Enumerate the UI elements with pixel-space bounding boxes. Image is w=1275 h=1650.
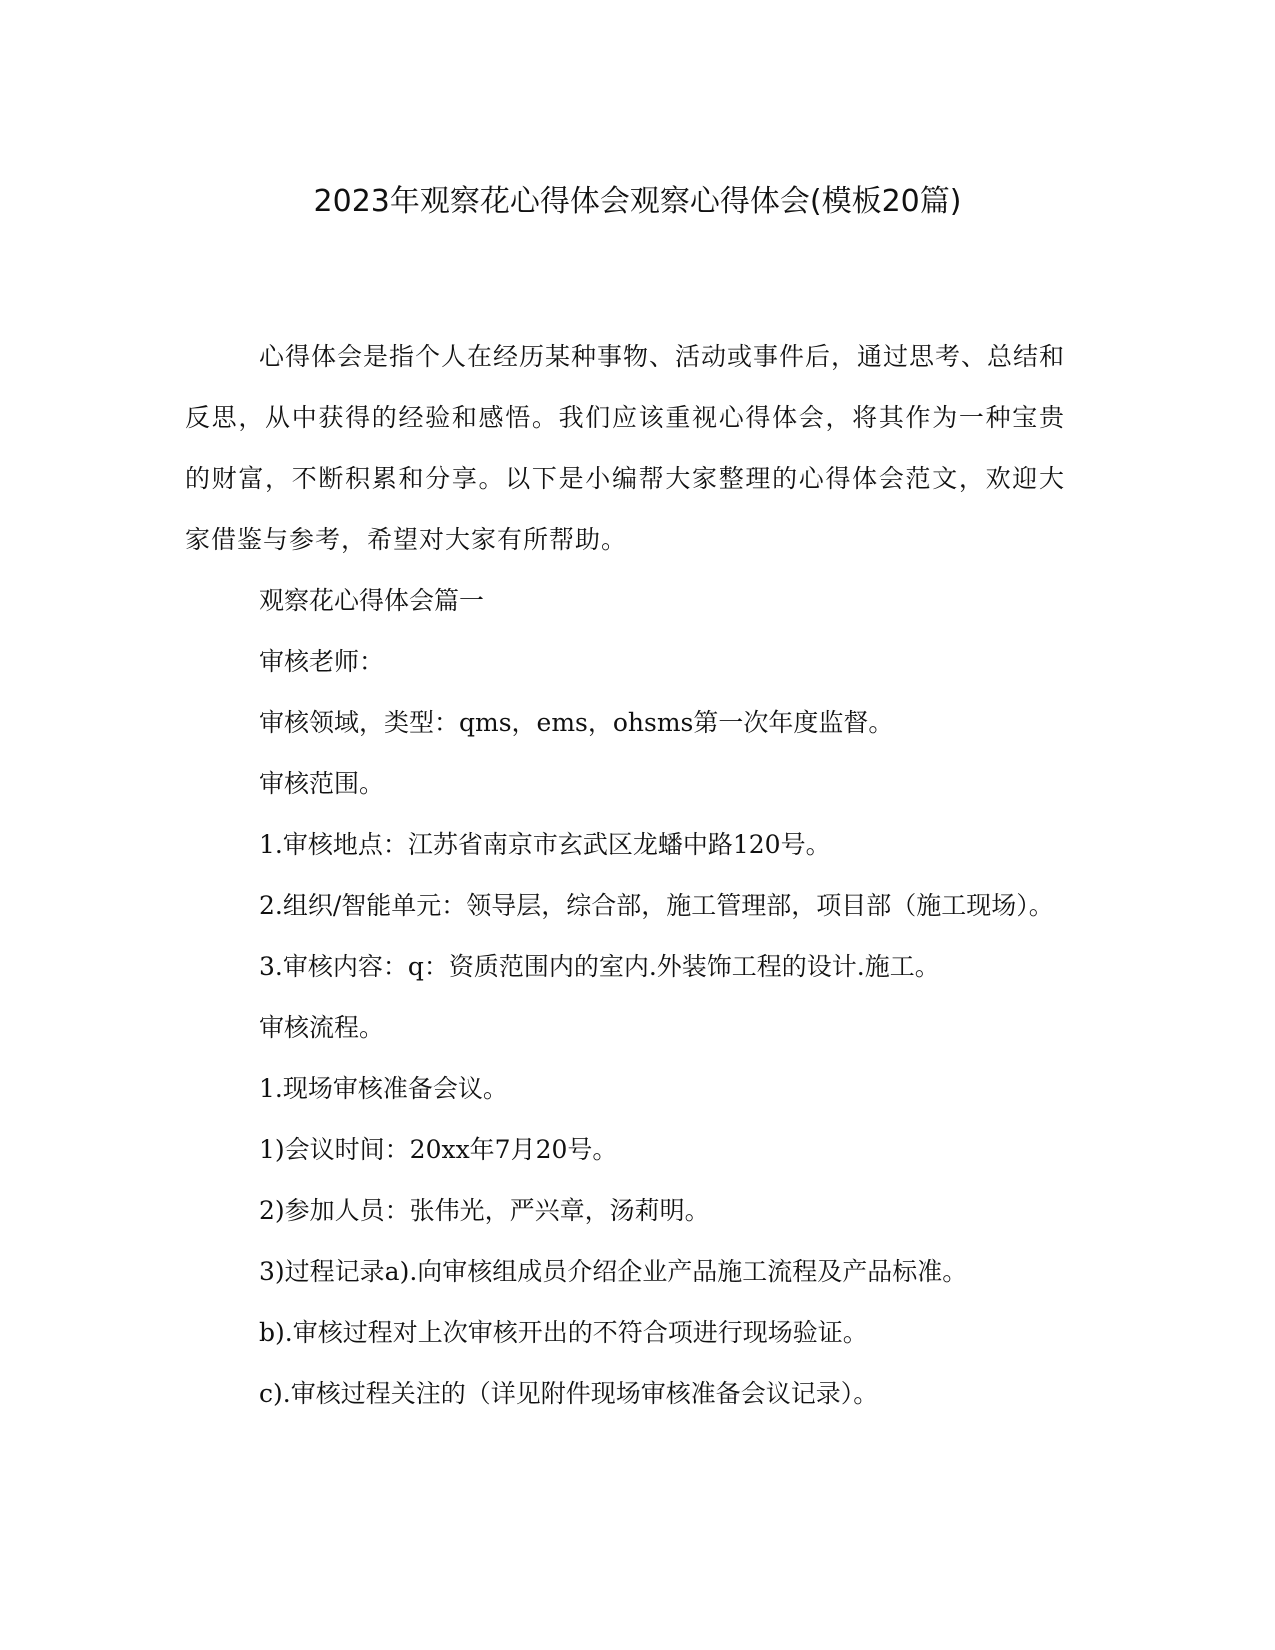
paragraph: c).审核过程关注的（详见附件现场审核准备会议记录）。 bbox=[259, 1379, 879, 1408]
paragraph: 3)过程记录a).向审核组成员介绍企业产品施工流程及产品标准。 bbox=[259, 1257, 968, 1286]
paragraph: 1.现场审核准备会议。 bbox=[259, 1074, 508, 1103]
section-heading: 观察花心得体会篇一 bbox=[259, 586, 485, 615]
paragraph: 3.审核内容：q：资质范围内的室内.外装饰工程的设计.施工。 bbox=[259, 952, 940, 981]
paragraph: 2)参加人员：张伟光，严兴章，汤莉明。 bbox=[259, 1196, 710, 1225]
paragraph: 审核流程。 bbox=[259, 1013, 385, 1042]
paragraph: 审核范围。 bbox=[259, 769, 385, 798]
paragraph: b).审核过程对上次审核开出的不符合项进行现场验证。 bbox=[259, 1318, 868, 1347]
paragraph: 1)会议时间：20xx年7月20号。 bbox=[259, 1135, 618, 1164]
paragraph: 审核领域，类型：qms，ems，ohsms第一次年度监督。 bbox=[259, 708, 894, 737]
paragraph: 1.审核地点：江苏省南京市玄武区龙蟠中路120号。 bbox=[259, 830, 831, 859]
paragraph: 审核老师： bbox=[259, 647, 385, 676]
intro-paragraph: 心得体会是指个人在经历某种事物、活动或事件后，通过思考、总结和反思，从中获得的经验和感悟。我们应该重视心得体会，将其作为一种宝贵的财富，不断积累和分享。以下是小编帮大家整理的心得体会范文，欢迎大家借鉴与参考，希望对大家有所帮助。 bbox=[185, 342, 1066, 554]
document-body bbox=[185, 326, 1065, 1424]
paragraph: 2.组织/智能单元：领导层，综合部，施工管理部，项目部（施工现场）。 bbox=[259, 891, 1054, 920]
document-title: 2023年观察花心得体会观察心得体会(模板20篇) bbox=[313, 184, 962, 219]
